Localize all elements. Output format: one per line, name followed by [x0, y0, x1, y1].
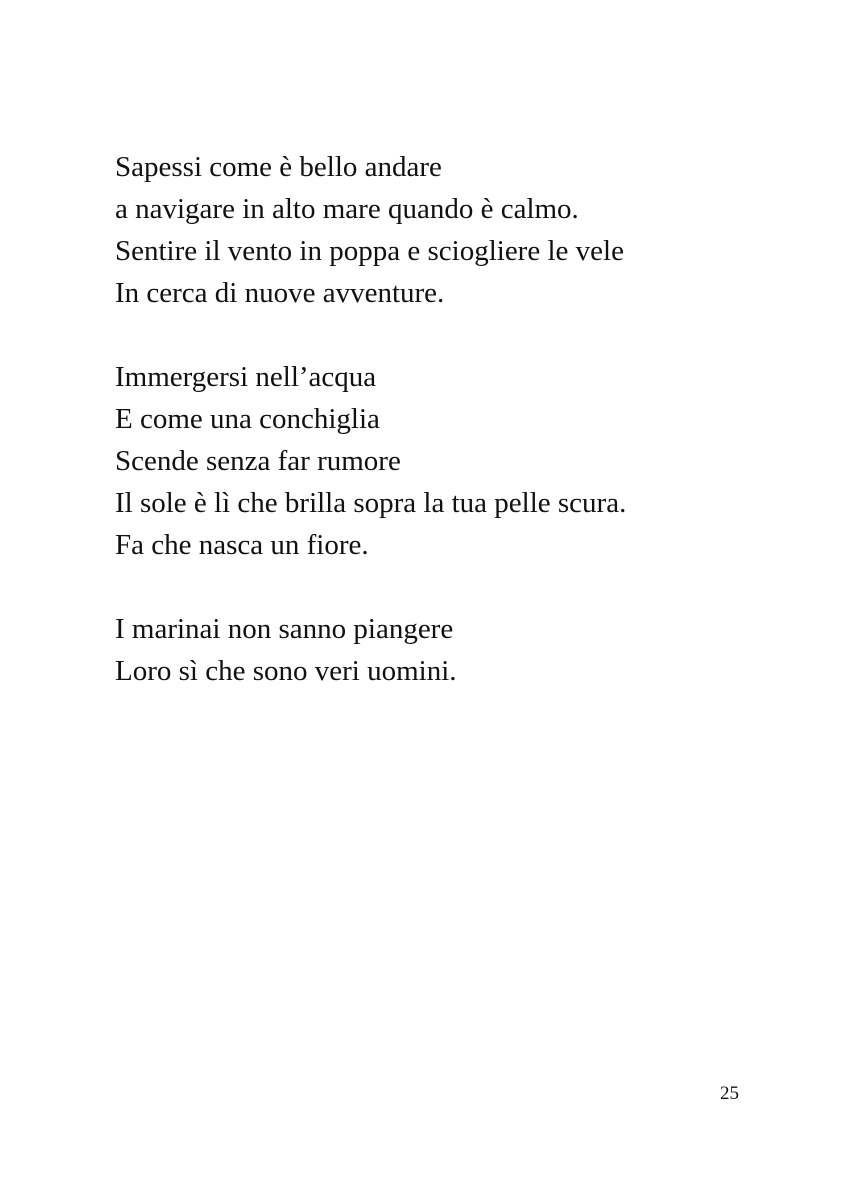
stanza-1 — [115, 146, 775, 314]
poem-line: Immergersi nell’acqua — [115, 361, 377, 393]
poem-line: a navigare in alto mare quando è calmo. — [115, 193, 579, 225]
poem-line: Sentire il vento in poppa e sciogliere le vele — [115, 235, 624, 267]
poem-line: Il sole è lì che brilla sopra la tua pelle scura. — [115, 487, 627, 519]
poem-line: E come una conchiglia — [115, 403, 380, 435]
poem-line: In cerca di nuove avventure. — [115, 277, 445, 309]
poem-line: Sapessi come è bello andare — [115, 151, 442, 183]
poem-line: I marinai non sanno piangere — [115, 613, 454, 645]
stanza-3 — [115, 608, 775, 692]
poem-line: Fa che nasca un fiore. — [115, 529, 369, 561]
poem-line: Loro sì che sono veri uomini. — [115, 655, 457, 687]
poem-line: Scende senza far rumore — [115, 445, 401, 477]
page-number: 25 — [720, 1083, 739, 1104]
stanza-2 — [115, 356, 775, 566]
poem — [115, 146, 775, 734]
